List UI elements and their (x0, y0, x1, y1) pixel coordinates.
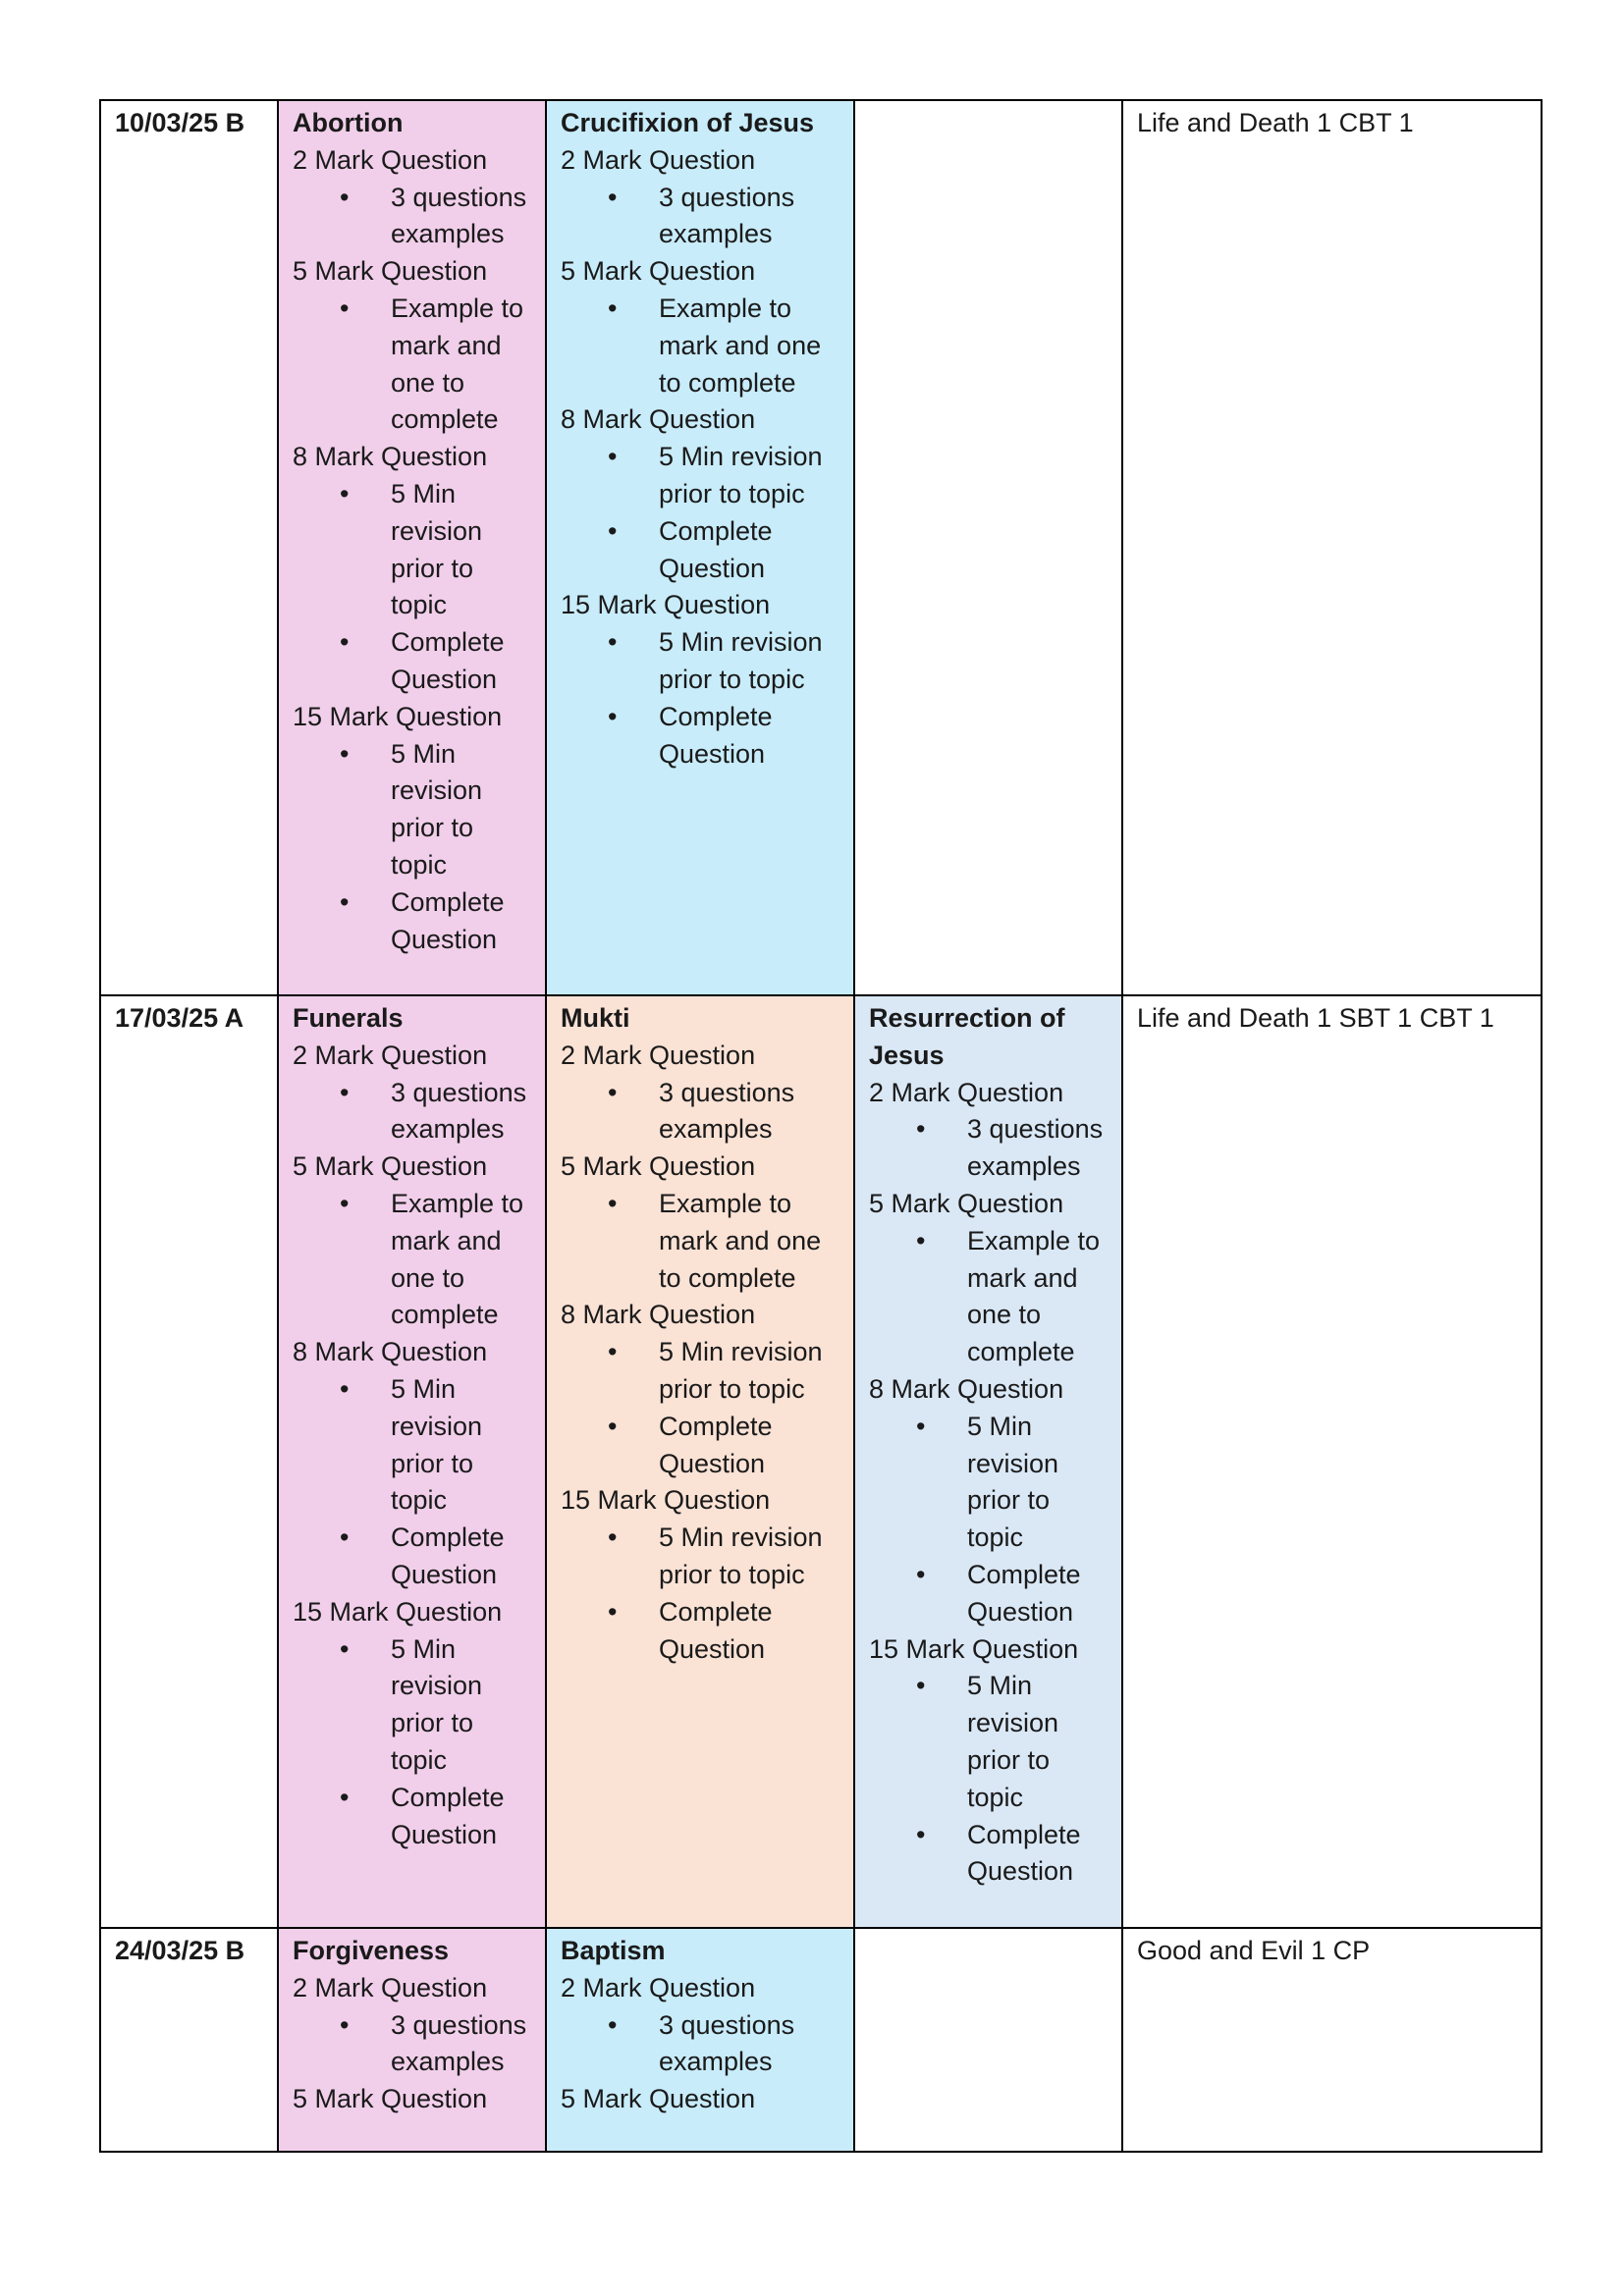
section-heading: 2 Mark Question (869, 1077, 1064, 1107)
list-item: • 3 questions examples (391, 2007, 533, 2082)
list-item: • Example to mark and one to complete (659, 1186, 841, 1297)
list-item: • 3 questions examples (659, 1075, 841, 1149)
notes-cell: Life and Death 1 SBT 1 CBT 1 (1122, 995, 1542, 1928)
lesson-plan-table (99, 99, 1543, 2153)
list-item: • Complete Question (659, 513, 841, 588)
list-item: • Complete Question (967, 1557, 1110, 1631)
notes-cell: Life and Death 1 CBT 1 (1122, 100, 1542, 995)
section-heading: 15 Mark Question (293, 701, 503, 731)
section-heading: 8 Mark Question (293, 442, 488, 472)
section-heading: 8 Mark Question (561, 404, 756, 435)
list-item: • 5 Min revision prior to topic (391, 476, 533, 624)
table-row (100, 995, 1542, 1928)
section-heading: 5 Mark Question (293, 256, 488, 287)
section-heading: 5 Mark Question (293, 1151, 488, 1182)
section-heading: 2 Mark Question (293, 144, 488, 175)
list-item: • Complete Question (659, 699, 841, 774)
list-item: • Complete Question (967, 1817, 1110, 1892)
section-heading: 8 Mark Question (869, 1373, 1064, 1404)
topic-cell (278, 995, 546, 1928)
list-item: • Example to mark and one to complete (391, 1186, 533, 1334)
section-heading: 2 Mark Question (561, 144, 756, 175)
table-row (100, 100, 1542, 995)
topic-title: Resurrection of Jesus (869, 1003, 1065, 1070)
list-item: • 5 Min revision prior to topic (391, 1371, 533, 1520)
topic-cell (546, 1928, 854, 2152)
list-item: • Complete Question (659, 1594, 841, 1669)
list-item: • 3 questions examples (391, 180, 533, 254)
section-heading: 5 Mark Question (561, 256, 756, 287)
section-heading: 15 Mark Question (561, 590, 771, 620)
week-date: 10/03/25 B (100, 100, 278, 995)
section-heading: 5 Mark Question (561, 2084, 756, 2114)
section-heading: 2 Mark Question (293, 1040, 488, 1070)
list-item: • 5 Min revision prior to topic (659, 624, 841, 699)
empty-cell (854, 1928, 1122, 2152)
topic-cell (278, 1928, 546, 2152)
section-heading: 5 Mark Question (293, 2084, 488, 2114)
section-heading: 2 Mark Question (293, 1972, 488, 2002)
section-heading: 2 Mark Question (561, 1972, 756, 2002)
topic-cell (278, 100, 546, 995)
list-item: • 5 Min revision prior to topic (659, 1334, 841, 1409)
section-heading: 2 Mark Question (561, 1040, 756, 1070)
list-item: • 3 questions examples (967, 1111, 1110, 1186)
section-heading: 15 Mark Question (293, 1596, 503, 1627)
list-item: • Example to mark and one to complete (967, 1223, 1110, 1371)
list-item: • 5 Min revision prior to topic (659, 439, 841, 513)
topic-cell (546, 995, 854, 1928)
topic-cell (546, 100, 854, 995)
list-item: • 3 questions examples (659, 2007, 841, 2082)
list-item: • Example to mark and one to complete (659, 291, 841, 401)
list-item: • Complete Question (391, 884, 533, 959)
list-item: • Complete Question (391, 624, 533, 699)
list-item: • Example to mark and one to complete (391, 291, 533, 439)
week-date: 24/03/25 B (100, 1928, 278, 2152)
list-item: • Complete Question (391, 1780, 533, 1854)
topic-title: Baptism (561, 1936, 666, 1965)
notes-cell: Good and Evil 1 CP (1122, 1928, 1542, 2152)
list-item: • 5 Min revision prior to topic (391, 1631, 533, 1780)
list-item: • 3 questions examples (391, 1075, 533, 1149)
topic-title: Mukti (561, 1003, 630, 1033)
section-heading: 8 Mark Question (293, 1337, 488, 1367)
list-item: • 5 Min revision prior to topic (659, 1520, 841, 1594)
list-item: • Complete Question (391, 1520, 533, 1594)
topic-cell (854, 995, 1122, 1928)
topic-title: Forgiveness (293, 1936, 450, 1965)
list-item: • 5 Min revision prior to topic (967, 1409, 1110, 1557)
section-heading: 5 Mark Question (869, 1188, 1064, 1218)
empty-cell (854, 100, 1122, 995)
list-item: • Complete Question (659, 1409, 841, 1483)
section-heading: 5 Mark Question (561, 1151, 756, 1182)
topic-title: Funerals (293, 1003, 404, 1033)
week-date: 17/03/25 A (100, 995, 278, 1928)
topic-title: Crucifixion of Jesus (561, 108, 815, 137)
section-heading: 15 Mark Question (869, 1633, 1079, 1664)
section-heading: 8 Mark Question (561, 1300, 756, 1330)
list-item: • 5 Min revision prior to topic (391, 736, 533, 884)
list-item: • 5 Min revision prior to topic (967, 1668, 1110, 1816)
topic-title: Abortion (293, 108, 404, 137)
section-heading: 15 Mark Question (561, 1485, 771, 1516)
list-item: • 3 questions examples (659, 180, 841, 254)
table-row (100, 1928, 1542, 2152)
